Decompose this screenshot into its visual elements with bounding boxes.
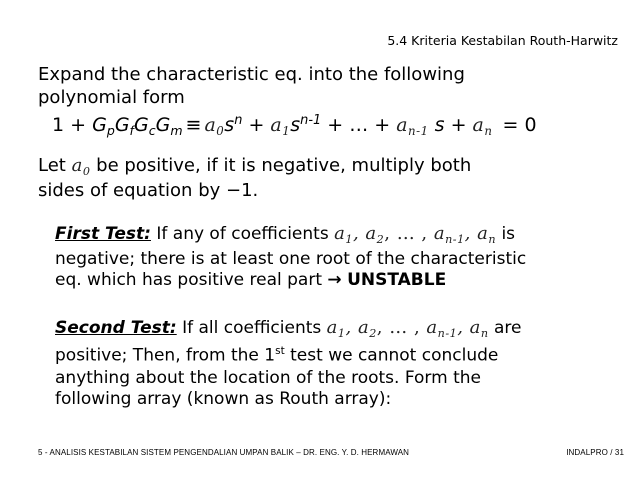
ordinal-suffix: st <box>275 345 285 357</box>
eq-an1: $a_{n-1}$ <box>396 114 429 139</box>
characteristic-equation <box>52 113 537 138</box>
eq-gp: $G_p$ <box>92 114 115 138</box>
eq-sn: $s^n$ <box>224 113 243 137</box>
first-test-line-1 <box>55 223 515 246</box>
let-line-2: sides of equation by −1. <box>38 180 259 201</box>
first-test-line-3-text: eq. which has positive real part <box>55 270 323 290</box>
first-test-is: is <box>501 224 516 244</box>
intro-line-2: polynomial form <box>38 87 185 108</box>
second-test-line-4: following array (known as Routh array): <box>55 389 392 409</box>
first-test-coefficients: $a_1$, $a_2$, … , $a_{n-1}$, $a_n$ <box>334 223 497 246</box>
right-arrow-icon: → <box>327 270 342 290</box>
intro-line-1: Expand the characteristic eq. into the following <box>38 64 465 85</box>
footer-page-number: INDALPRO / 31 <box>566 448 624 457</box>
eq-rhs: = 0 <box>502 114 537 137</box>
second-test-coefficients: $a_1$, $a_2$, … , $a_{n-1}$, $a_n$ <box>326 317 489 340</box>
section-title: 5.4 Kriteria Kestabilan Routh-Harwitz <box>387 33 618 48</box>
second-test-text: If all coefficients <box>182 318 322 338</box>
first-test-line-2: negative; there is at least one root of the characteristic <box>55 249 527 269</box>
second-test-line-3: anything about the location of the roots. Form the <box>55 368 481 388</box>
second-test-line-2-b: test we cannot conclude <box>290 345 499 366</box>
second-test-line-1 <box>55 317 522 340</box>
first-test-title: First Test: <box>55 224 151 244</box>
footer-course-title: 5 - ANALISIS KESTABILAN SISTEM PENGENDALIAN UMPAN BALIK – DR. ENG. Y. D. HERMAWAN <box>38 448 410 457</box>
eq-an: $a_n$ <box>472 114 493 139</box>
let-word: Let <box>38 155 66 176</box>
unstable-label: UNSTABLE <box>347 270 447 290</box>
eq-gm: $G_m$ <box>155 114 183 138</box>
let-rest: be positive, if it is negative, multiply both <box>96 155 472 176</box>
eq-sn1: $s^{n-1}$ <box>290 113 322 137</box>
second-test-line-2 <box>55 345 498 365</box>
let-a0: $a_0$ <box>71 155 91 178</box>
eq-gc: $G_c$ <box>133 114 156 138</box>
let-line-1 <box>38 155 471 178</box>
second-test-title: Second Test: <box>55 318 177 338</box>
eq-plus-dots: + … + <box>327 114 391 137</box>
eq-plus-1: + <box>248 114 265 137</box>
second-test-are: are <box>494 318 522 338</box>
second-test-line-2-a: positive; Then, from the 1 <box>55 345 276 366</box>
eq-a0: $a_0$ <box>204 114 225 139</box>
first-test-line-3 <box>55 270 446 290</box>
eq-one: 1 + <box>52 114 87 137</box>
eq-equiv: ≡ <box>185 114 202 137</box>
eq-s-plus: s + <box>434 114 467 137</box>
eq-a1: $a_1$ <box>270 114 291 139</box>
eq-gf: $G_f$ <box>114 114 134 138</box>
first-test-text: If any of coefficients <box>156 224 329 244</box>
